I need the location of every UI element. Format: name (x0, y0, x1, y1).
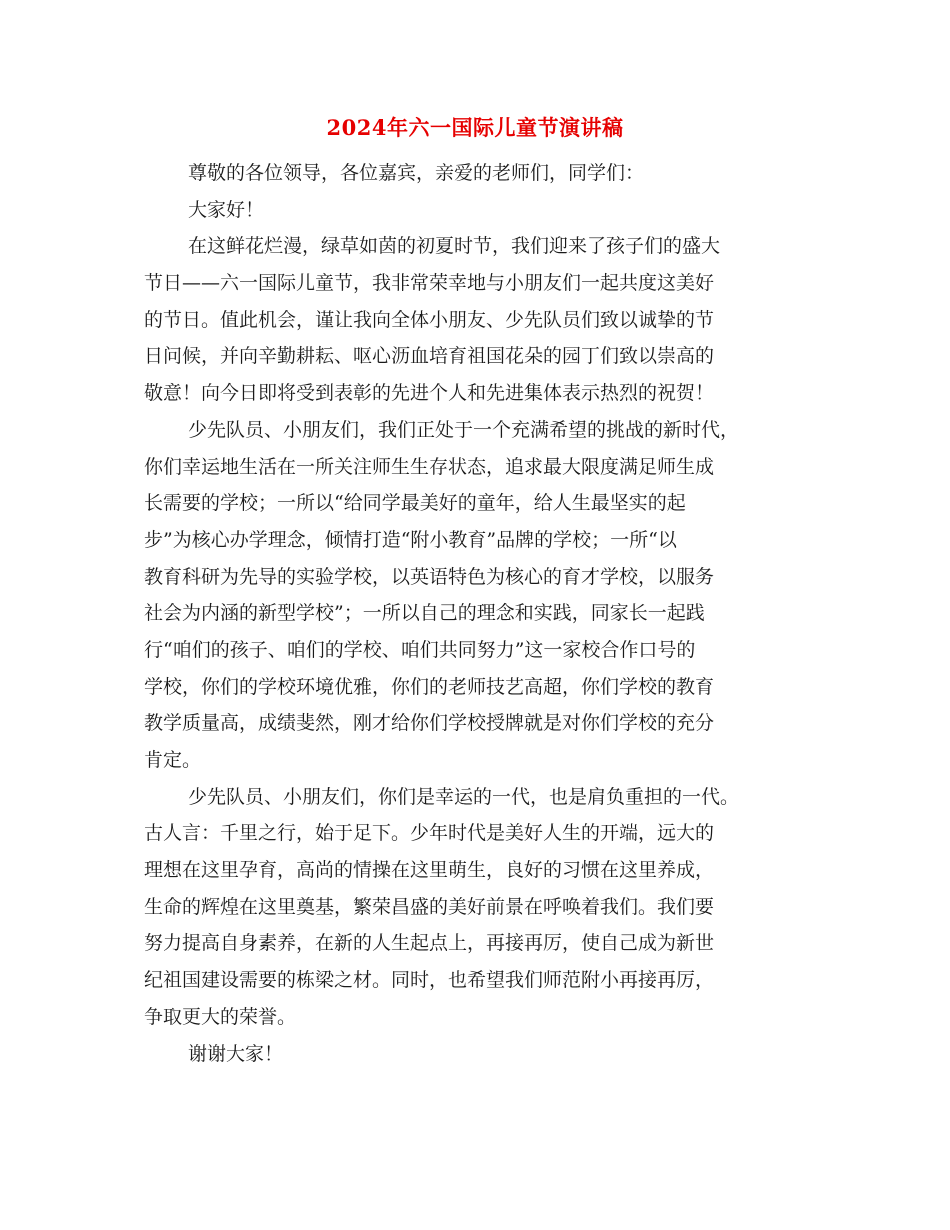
paragraph-2-line-8: 学校，你们的学校环境优雅，你们的老师技艺高超，你们学校的教育 (144, 675, 715, 698)
document-body (144, 155, 804, 1072)
salutation-line: 尊敬的各位领导，各位嘉宾，亲爱的老师们，同学们： (188, 162, 645, 184)
paragraph-2-line-2: 你们幸运地生活在一所关注师生生存状态，追求最大限度满足师生成 (144, 455, 715, 478)
paragraph-3-line-6: 纪祖国建设需要的栋梁之材。同时，也希望我们师范附小再接再厉， (144, 969, 715, 992)
paragraph-3-line-5: 努力提高自身素养，在新的人生起点上，再接再厉，使自己成为新世 (144, 932, 715, 955)
paragraph-2-line-3: 长需要的学校；一所以“给同学最美好的童年，给人生最坚实的起 (144, 492, 686, 515)
paragraph-1-line-1: 在这鲜花烂漫，绿草如茵的初夏时节，我们迎来了孩子们的盛大 (188, 235, 721, 258)
paragraph-2-line-7: 行“咱们的孩子、咱们的学校、咱们共同努力”这一家校合作口号的 (144, 638, 696, 661)
paragraph-2-line-9: 教学质量高，成绩斐然，刚才给你们学校授牌就是对你们学校的充分 (144, 712, 715, 735)
paragraph-2-line-6: 社会为内涵的新型学校”；一所以自己的理念和实践，同家长一起践 (144, 602, 705, 625)
paragraph-2-line-1: 少先队员、小朋友们，我们正处于一个充满希望的挑战的新时代， (188, 418, 740, 441)
document-title: 2024年六一国际儿童节演讲稿 (326, 115, 624, 140)
paragraph-1-line-3: 的节日。值此机会，谨让我向全体小朋友、少先队员们致以诚挚的节 (144, 308, 715, 331)
paragraph-3-line-7: 争取更大的荣誉。 (144, 1005, 297, 1028)
greeting-line: 大家好！ (188, 198, 265, 221)
paragraph-3-line-3: 理想在这里孕育，高尚的情操在这里萌生，良好的习惯在这里养成， (144, 859, 715, 882)
closing-line: 谢谢大家！ (188, 1042, 284, 1065)
paragraph-1-line-5: 敬意！向今日即将受到表彰的先进个人和先进集体表示热烈的祝贺！ (144, 382, 715, 405)
paragraph-3-line-2: 古人言：千里之行，始于足下。少年时代是美好人生的开端，远大的 (144, 822, 715, 845)
paragraph-2-line-10: 肯定。 (144, 749, 202, 771)
paragraph-2-line-5: 教育科研为先导的实验学校，以英语特色为核心的育才学校，以服务 (144, 565, 715, 588)
paragraph-2-line-4: 步”为核心办学理念，倾情打造“附小教育”品牌的学校；一所“以 (144, 528, 677, 551)
paragraph-3-line-1: 少先队员、小朋友们，你们是幸运的一代，也是肩负重担的一代。 (188, 785, 740, 808)
paragraph-1-line-2: 节日——六一国际儿童节，我非常荣幸地与小朋友们一起共度这美好 (144, 272, 715, 295)
paragraph-1-line-4: 日问候，并向辛勤耕耘、呕心沥血培育祖国花朵的园丁们致以崇高的 (144, 345, 715, 368)
paragraph-3-line-4: 生命的辉煌在这里奠基，繁荣昌盛的美好前景在呼唤着我们。我们要 (144, 895, 715, 918)
